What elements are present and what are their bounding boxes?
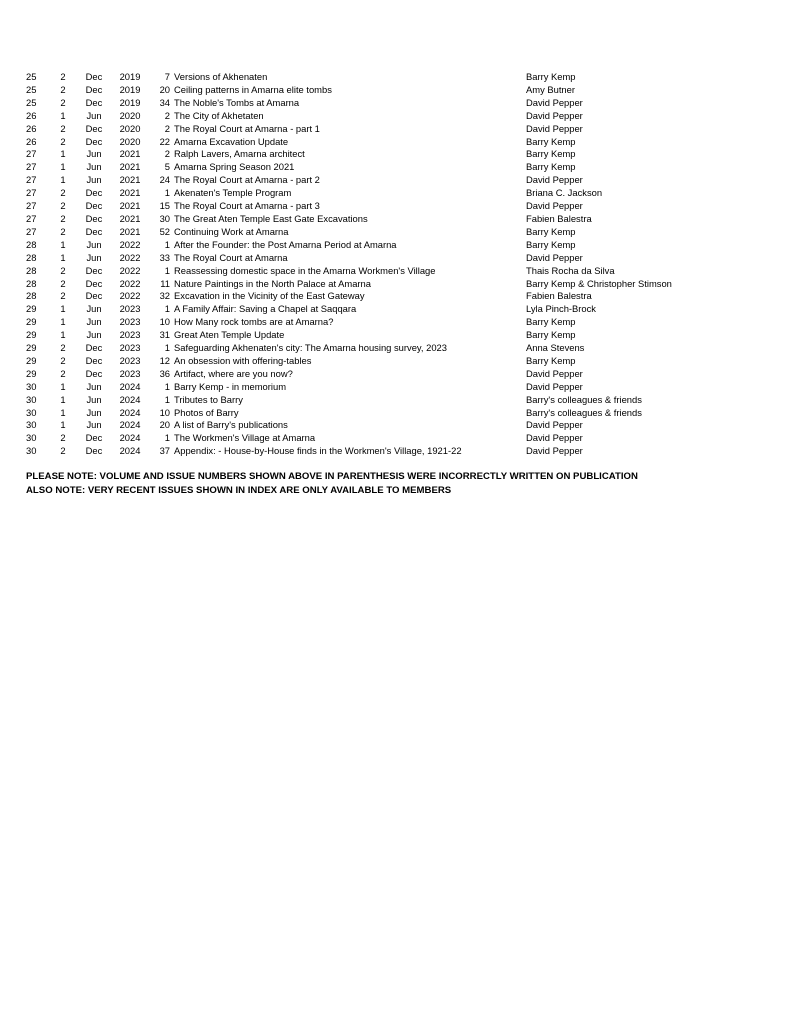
issue-cell: 2: [60, 432, 66, 444]
author-cell: Barry Kemp: [526, 329, 576, 341]
issue-cell: 2: [60, 225, 66, 237]
author-cell: David Pepper: [526, 432, 583, 444]
year-cell: 2022: [119, 251, 141, 263]
author-cell: David Pepper: [526, 380, 583, 392]
table-row: [22, 407, 672, 420]
volume-cell: 29: [26, 367, 37, 379]
year-cell: 2021: [119, 212, 141, 224]
volume-cell: 30: [26, 445, 37, 457]
year-cell: 2023: [119, 329, 141, 341]
article-title-cell: Safeguarding Akhenaten's city: The Amarna housing survey, 2023: [174, 342, 447, 354]
issue-cell: 1: [60, 380, 66, 392]
article-title-cell: The Royal Court at Amarna - part 2: [174, 174, 320, 186]
volume-cell: 28: [26, 251, 37, 263]
author-cell: Barry Kemp: [526, 135, 576, 147]
page-cell: 20: [159, 83, 170, 95]
article-title-cell: Amarna Excavation Update: [174, 135, 289, 147]
page-cell: 22: [159, 135, 170, 147]
author-cell: David Pepper: [526, 109, 583, 121]
month-cell: Jun: [86, 174, 102, 186]
article-title-cell: Ralph Lavers, Amarna architect: [174, 148, 305, 160]
page-cell: 11: [160, 277, 170, 289]
table-row: [22, 290, 672, 303]
page-cell: 1: [164, 432, 170, 444]
volume-cell: 30: [26, 419, 37, 431]
page-cell: 1: [164, 264, 170, 276]
volume-cell: 26: [26, 109, 37, 121]
issue-cell: 2: [60, 445, 66, 457]
table-row: [22, 136, 672, 149]
volume-cell: 26: [26, 122, 37, 134]
issue-cell: 2: [60, 135, 66, 147]
year-cell: 2021: [119, 148, 141, 160]
year-cell: 2021: [119, 225, 141, 237]
article-title-cell: The City of Akhetaten: [174, 109, 264, 121]
month-cell: Dec: [85, 83, 103, 95]
issue-cell: 1: [60, 303, 66, 315]
author-cell: David Pepper: [526, 419, 583, 431]
year-cell: 2022: [119, 264, 141, 276]
month-cell: Dec: [85, 212, 103, 224]
table-row: [22, 445, 672, 458]
issue-cell: 1: [60, 148, 66, 160]
year-cell: 2019: [119, 83, 141, 95]
year-cell: 2024: [119, 432, 141, 444]
volume-cell: 25: [26, 83, 37, 95]
note-members-only: ALSO NOTE: VERY RECENT ISSUES SHOWN IN INDEX ARE ONLY AVAILABLE TO MEMBERS: [26, 485, 452, 496]
month-cell: Dec: [85, 277, 103, 289]
issue-cell: 2: [60, 277, 66, 289]
month-cell: Dec: [85, 264, 103, 276]
article-title-cell: Excavation in the Vicinity of the East Gateway: [174, 290, 365, 302]
table-row: [22, 110, 672, 123]
page-cell: 33: [159, 251, 170, 263]
volume-cell: 27: [26, 225, 37, 237]
article-title-cell: A Family Affair: Saving a Chapel at Saqqara: [174, 303, 357, 315]
article-title-cell: Reassessing domestic space in the Amarna Workmen's Village: [174, 264, 436, 276]
page-cell: 7: [164, 71, 170, 82]
page-cell: 24: [159, 174, 170, 186]
volume-cell: 30: [26, 406, 37, 418]
year-cell: 2024: [119, 406, 141, 418]
volume-cell: 30: [26, 393, 37, 405]
article-title-cell: A list of Barry's publications: [174, 419, 288, 431]
page-cell: 1: [164, 342, 170, 354]
volume-cell: 27: [26, 200, 37, 212]
table-row: [22, 84, 672, 97]
volume-cell: 27: [26, 212, 37, 224]
author-cell: Fabien Balestra: [526, 290, 592, 302]
month-cell: Jun: [86, 251, 102, 263]
table-row: [22, 355, 672, 368]
year-cell: 2023: [119, 367, 141, 379]
article-title-cell: Great Aten Temple Update: [174, 329, 285, 341]
article-title-cell: The Royal Court at Amarna - part 1: [174, 122, 320, 134]
page-cell: 10: [159, 316, 170, 328]
issue-cell: 1: [60, 238, 66, 250]
page-cell: 10: [159, 406, 170, 418]
table-row: [22, 252, 672, 265]
author-cell: Barry Kemp & Christopher Stimson: [526, 277, 672, 289]
article-title-cell: The Royal Court at Amarna: [174, 251, 288, 263]
year-cell: 2021: [119, 200, 141, 212]
index-table: [22, 71, 672, 458]
article-title-cell: Nature Paintings in the North Palace at Amarna: [174, 277, 371, 289]
volume-cell: 28: [26, 277, 37, 289]
article-title-cell: Amarna Spring Season 2021: [174, 161, 295, 173]
issue-cell: 2: [60, 200, 66, 212]
author-cell: Fabien Balestra: [526, 212, 592, 224]
volume-cell: 30: [26, 432, 37, 444]
volume-cell: 28: [26, 264, 37, 276]
issue-cell: 2: [60, 264, 66, 276]
year-cell: 2024: [119, 419, 141, 431]
issue-cell: 2: [60, 212, 66, 224]
issue-cell: 1: [60, 251, 66, 263]
author-cell: Barry Kemp: [526, 148, 576, 160]
table-row: [22, 97, 672, 110]
page-cell: 1: [164, 380, 170, 392]
month-cell: Jun: [86, 419, 102, 431]
year-cell: 2019: [119, 71, 141, 82]
year-cell: 2021: [119, 174, 141, 186]
volume-cell: 29: [26, 303, 37, 315]
month-cell: Dec: [85, 71, 103, 82]
article-title-cell: The Great Aten Temple East Gate Excavations: [174, 212, 368, 224]
issue-cell: 1: [60, 393, 66, 405]
month-cell: Jun: [86, 109, 102, 121]
table-row: [22, 316, 672, 329]
month-cell: Dec: [85, 290, 103, 302]
page-cell: 32: [159, 290, 170, 302]
table-row: [22, 239, 672, 252]
volume-cell: 28: [26, 290, 37, 302]
month-cell: Dec: [85, 135, 103, 147]
article-title-cell: Tributes to Barry: [174, 393, 243, 405]
month-cell: Dec: [85, 342, 103, 354]
author-cell: Barry's colleagues & friends: [526, 393, 642, 405]
table-row: [22, 329, 672, 342]
issue-cell: 2: [60, 71, 66, 82]
page-cell: 12: [159, 354, 170, 366]
article-title-cell: Artifact, where are you now?: [174, 367, 293, 379]
volume-cell: 27: [26, 148, 37, 160]
month-cell: Jun: [86, 393, 102, 405]
author-cell: David Pepper: [526, 122, 583, 134]
month-cell: Dec: [85, 225, 103, 237]
table-row: [22, 200, 672, 213]
table-row: [22, 265, 672, 278]
year-cell: 2020: [119, 109, 141, 121]
month-cell: Jun: [86, 148, 102, 160]
month-cell: Dec: [85, 367, 103, 379]
year-cell: 2022: [119, 290, 141, 302]
author-cell: David Pepper: [526, 174, 583, 186]
table-row: [22, 394, 672, 407]
year-cell: 2019: [119, 96, 141, 108]
author-cell: Lyla Pinch-Brock: [526, 303, 596, 315]
volume-cell: 29: [26, 329, 37, 341]
article-title-cell: The Royal Court at Amarna - part 3: [174, 200, 320, 212]
page-cell: 1: [164, 393, 170, 405]
volume-cell: 29: [26, 354, 37, 366]
issue-cell: 1: [60, 329, 66, 341]
article-title-cell: Barry Kemp - in memorium: [174, 380, 287, 392]
month-cell: Dec: [85, 200, 103, 212]
author-cell: Barry Kemp: [526, 225, 576, 237]
volume-cell: 25: [26, 96, 37, 108]
author-cell: Barry Kemp: [526, 316, 576, 328]
author-cell: Briana C. Jackson: [526, 187, 603, 199]
author-cell: David Pepper: [526, 367, 583, 379]
issue-cell: 2: [60, 187, 66, 199]
page-cell: 15: [159, 200, 170, 212]
month-cell: Dec: [85, 432, 103, 444]
volume-cell: 29: [26, 316, 37, 328]
author-cell: Barry's colleagues & friends: [526, 406, 642, 418]
issue-cell: 2: [60, 342, 66, 354]
volume-cell: 26: [26, 135, 37, 147]
author-cell: David Pepper: [526, 200, 583, 212]
table-row: [22, 303, 672, 316]
month-cell: Jun: [86, 316, 102, 328]
year-cell: 2021: [119, 161, 141, 173]
author-cell: Anna Stevens: [526, 342, 585, 354]
year-cell: 2023: [119, 342, 141, 354]
article-title-cell: After the Founder: the Post Amarna Period at Amarna: [174, 238, 397, 250]
page-cell: 37: [159, 445, 170, 457]
page-cell: 52: [159, 225, 170, 237]
table-row: [22, 342, 672, 355]
month-cell: Dec: [85, 354, 103, 366]
year-cell: 2021: [119, 187, 141, 199]
article-title-cell: Photos of Barry: [174, 406, 239, 418]
year-cell: 2024: [119, 445, 141, 457]
volume-cell: 27: [26, 187, 37, 199]
article-title-cell: Ceiling patterns in Amarna elite tombs: [174, 83, 332, 95]
issue-cell: 2: [60, 290, 66, 302]
volume-cell: 30: [26, 380, 37, 392]
issue-cell: 2: [60, 367, 66, 379]
year-cell: 2023: [119, 316, 141, 328]
author-cell: Barry Kemp: [526, 71, 576, 82]
table-row: [22, 278, 672, 291]
article-title-cell: How Many rock tombs are at Amarna?: [174, 316, 334, 328]
article-title-cell: An obsession with offering-tables: [174, 354, 312, 366]
author-cell: Barry Kemp: [526, 354, 576, 366]
page-cell: 2: [164, 122, 170, 134]
year-cell: 2022: [119, 238, 141, 250]
author-cell: David Pepper: [526, 445, 583, 457]
volume-cell: 25: [26, 71, 37, 82]
page-cell: 1: [164, 238, 170, 250]
issue-cell: 1: [60, 316, 66, 328]
year-cell: 2024: [119, 393, 141, 405]
author-cell: Thais Rocha da Silva: [526, 264, 615, 276]
article-title-cell: The Workmen's Village at Amarna: [174, 432, 316, 444]
page-cell: 34: [159, 96, 170, 108]
table-row: [22, 419, 672, 432]
month-cell: Jun: [86, 161, 102, 173]
month-cell: Dec: [85, 96, 103, 108]
table-row: [22, 226, 672, 239]
note-parenthesis-warning: PLEASE NOTE: VOLUME AND ISSUE NUMBERS SHOWN ABOVE IN PARENTHESIS WERE INCORRECTLY WRITTEN ON PUBLICATION: [26, 471, 638, 482]
author-cell: Barry Kemp: [526, 238, 576, 250]
month-cell: Dec: [85, 445, 103, 457]
author-cell: Barry Kemp: [526, 161, 576, 173]
table-row: [22, 187, 672, 200]
month-cell: Jun: [86, 303, 102, 315]
article-title-cell: The Noble's Tombs at Amarna: [174, 96, 300, 108]
issue-cell: 1: [60, 174, 66, 186]
issue-cell: 2: [60, 122, 66, 134]
index-table-body: [22, 71, 672, 458]
page-cell: 31: [159, 329, 170, 341]
table-row: [22, 174, 672, 187]
article-title-cell: Akenaten's Temple Program: [174, 187, 292, 199]
page-cell: 2: [164, 109, 170, 121]
year-cell: 2020: [119, 122, 141, 134]
volume-cell: 27: [26, 174, 37, 186]
issue-cell: 1: [60, 419, 66, 431]
month-cell: Jun: [86, 380, 102, 392]
page-cell: 2: [164, 148, 170, 160]
table-row: [22, 71, 672, 84]
table-row: [22, 368, 672, 381]
year-cell: 2023: [119, 303, 141, 315]
page-cell: 5: [164, 161, 170, 173]
issue-cell: 2: [60, 83, 66, 95]
article-title-cell: Versions of Akhenaten: [174, 71, 268, 82]
issue-cell: 1: [60, 109, 66, 121]
month-cell: Dec: [85, 187, 103, 199]
article-title-cell: Continuing Work at Amarna: [174, 225, 289, 237]
year-cell: 2022: [119, 277, 141, 289]
issue-cell: 1: [60, 161, 66, 173]
issue-cell: 2: [60, 354, 66, 366]
author-cell: David Pepper: [526, 96, 583, 108]
issue-cell: 1: [60, 406, 66, 418]
volume-cell: 29: [26, 342, 37, 354]
month-cell: Dec: [85, 122, 103, 134]
table-row: [22, 123, 672, 136]
volume-cell: 27: [26, 161, 37, 173]
author-cell: Amy Butner: [526, 83, 575, 95]
month-cell: Jun: [86, 329, 102, 341]
table-row: [22, 213, 672, 226]
year-cell: 2020: [119, 135, 141, 147]
table-row: [22, 148, 672, 161]
notes-section: [26, 470, 638, 498]
month-cell: Jun: [86, 238, 102, 250]
month-cell: Jun: [86, 406, 102, 418]
author-cell: David Pepper: [526, 251, 583, 263]
issue-cell: 2: [60, 96, 66, 108]
page-cell: 1: [164, 303, 170, 315]
page-cell: 36: [159, 367, 170, 379]
year-cell: 2024: [119, 380, 141, 392]
page-cell: 1: [164, 187, 170, 199]
table-row: [22, 161, 672, 174]
page-cell: 30: [159, 212, 170, 224]
table-row: [22, 381, 672, 394]
volume-cell: 28: [26, 238, 37, 250]
table-row: [22, 432, 672, 445]
article-title-cell: Appendix: - House-by-House finds in the Workmen's Village, 1921-22: [174, 445, 462, 457]
year-cell: 2023: [119, 354, 141, 366]
page-cell: 20: [159, 419, 170, 431]
